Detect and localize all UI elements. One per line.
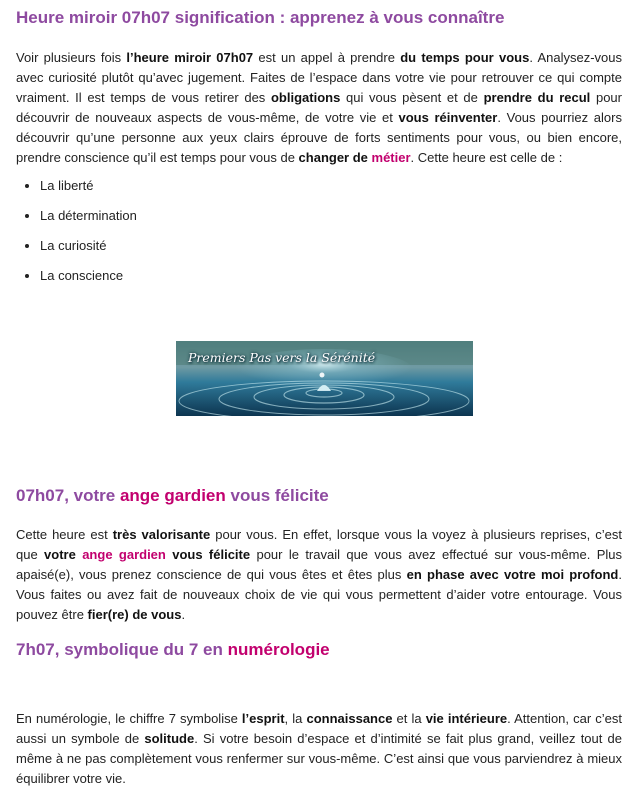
bold-text: vie intérieure (425, 711, 508, 726)
section-title-numerologie (16, 640, 330, 660)
bold-text: du temps pour vous (400, 50, 530, 65)
bold-text: connaissance (306, 711, 393, 726)
text-run: qui vous pèsent et de (340, 90, 484, 105)
title-highlight: ange gardien (119, 486, 226, 505)
title-part: 07h07, votre (16, 486, 120, 505)
text-run: pour découvrir de nouveaux aspects de vous-même, de votre vie et (16, 90, 622, 125)
text-run: Cette heure est (16, 527, 113, 542)
text-run: . (181, 607, 186, 622)
bold-text: l’esprit (241, 711, 285, 726)
section-paragraph-intro (16, 48, 622, 168)
text-run: . Attention, car c’est aussi un symbole de (16, 711, 622, 746)
text-run: . Vous faites ou avez fait de nouveaux choix de vie qui vous permettent d’aider votre entourage. Vous pouvez être (16, 567, 623, 622)
title-highlight: numérologie (227, 640, 330, 659)
text-run: . Vous pourriez alors découvrir qu’une personne aux yeux clairs éprouve de forts sentiments pour vous, ou bien encore, prendre conscience qu’il est temps pour vous de (16, 110, 622, 165)
text-run: et la (392, 711, 426, 726)
text-run: . Cette heure est celle de : (410, 150, 563, 165)
bold-text: fier(re) de vous (87, 607, 182, 622)
serenity-banner-image[interactable] (176, 341, 473, 416)
text-run: En numérologie, le chiffre 7 symbolise (16, 711, 242, 726)
section-title-heure-miroir: Heure miroir 07h07 signification : apprenez à vous connaître (16, 8, 505, 27)
section-paragraph-numerologie (16, 709, 622, 789)
banner-text: Premiers Pas vers la Sérénité (188, 350, 376, 365)
text-run: . Si votre besoin d’espace et d’intimité se fait plus grand, veillez tout de même à ne pas complètement vous renfermer sur vous-même. C’est ainsi que vous parviendrez à mieux équilibrer votre vie. (16, 731, 623, 786)
bold-text: changer de (298, 150, 372, 165)
text-run: Voir plusieurs fois (16, 50, 127, 65)
list-item: • La détermination (40, 206, 137, 236)
list-item: • La liberté (40, 176, 137, 206)
qualities-list (22, 176, 137, 296)
bold-text: vous félicite (165, 547, 251, 562)
bold-text: obligations (270, 90, 341, 105)
text-run: , la (284, 711, 307, 726)
highlight-link-text[interactable]: ange gardien (82, 547, 166, 562)
text-run: pour vous. En effet, lorsque vous la voyez à plusieurs reprises, c’est que (16, 527, 623, 562)
title-part: vous félicite (225, 486, 329, 505)
text-run: . Analysez-vous avec curiosité plutôt qu’avec jugement. Faites de l’espace dans votre vie pour retrouver ce qui compte vraiment. Il est temps de vous retirer des (16, 50, 622, 105)
list-item: • La curiosité (40, 236, 137, 266)
title-part: 7h07, symbolique du 7 en (16, 640, 228, 659)
bold-text: solitude (144, 731, 195, 746)
bold-text: très valorisante (112, 527, 211, 542)
list-item: • La conscience (40, 266, 137, 296)
highlight-link-text[interactable]: métier (371, 150, 411, 165)
bold-text: en phase avec votre moi profond (406, 567, 619, 582)
bold-text: prendre du recul (483, 90, 591, 105)
bold-text: l’heure miroir 07h07 (126, 50, 254, 65)
bold-text: vous réinventer (398, 110, 498, 125)
text-run: pour le travail que vous avez effectué sur vous-même. Plus apaisé(e), vous prenez conscience de qui vous êtes et êtes plus (16, 547, 622, 582)
section-paragraph-ange-gardien (16, 525, 622, 625)
section-title-ange-gardien (16, 486, 329, 506)
text-run: est un appel à prendre (253, 50, 401, 65)
bold-text: votre (44, 547, 83, 562)
